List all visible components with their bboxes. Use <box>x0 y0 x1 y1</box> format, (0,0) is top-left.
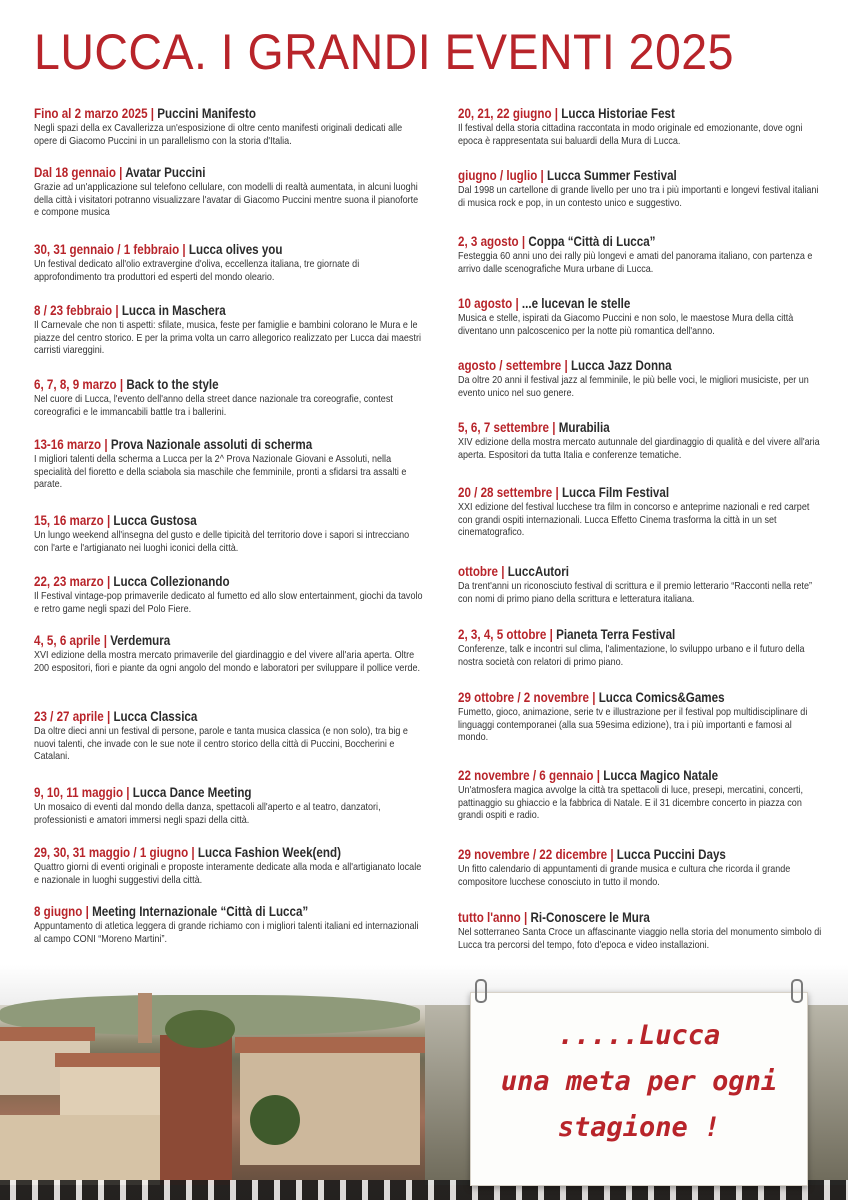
separator: | <box>115 303 119 318</box>
separator: | <box>610 847 614 862</box>
separator: | <box>596 768 600 783</box>
separator: | <box>126 785 130 800</box>
event-date: 20, 21, 22 giugno <box>458 106 552 121</box>
event-item <box>458 296 823 337</box>
event-name: Lucca Historiae Fest <box>561 106 675 121</box>
event-description: Un mosaico di eventi dal mondo della danza, spettacoli all'aperto e al teatro, danzatori, professionisti e amatori immersi negli spazi della città. <box>34 801 381 826</box>
event-date: 8 / 23 febbraio <box>34 303 113 318</box>
separator: | <box>501 564 505 579</box>
guinigi-tower <box>160 1035 232 1185</box>
separator: | <box>552 420 556 435</box>
separator: | <box>540 168 544 183</box>
separator: | <box>564 358 568 373</box>
slogan-sign <box>470 992 808 1186</box>
event-name: Lucca Dance Meeting <box>132 785 252 800</box>
event-item <box>458 168 823 209</box>
event-name: Pianeta Terra Festival <box>556 627 676 642</box>
separator: | <box>555 485 559 500</box>
building <box>0 1115 160 1185</box>
event-name: Back to the style <box>126 377 219 392</box>
event-description: Quattro giorni di eventi originali e proposte interamente dedicate alla moda e all'artigianato locale e nazionale in luoghi suggestivi della città. <box>34 861 422 886</box>
event-item <box>458 234 823 275</box>
separator: | <box>85 904 89 919</box>
event-heading <box>34 242 371 258</box>
slogan-text <box>471 1013 807 1151</box>
event-item <box>458 106 823 147</box>
separator: | <box>191 845 195 860</box>
event-name: Puccini Manifesto <box>157 106 257 121</box>
event-heading <box>34 709 371 725</box>
event-date: 2, 3, 4, 5 ottobre <box>458 627 547 642</box>
event-date: 8 giugno <box>34 904 83 919</box>
event-item <box>34 437 426 491</box>
event-item <box>458 420 823 461</box>
tower-trees <box>165 1010 235 1048</box>
distant-tower <box>138 993 152 1043</box>
event-date: 5, 6, 7 settembre <box>458 420 549 435</box>
event-name: Prova Nazionale assoluti di scherma <box>110 437 313 452</box>
event-item <box>458 627 823 668</box>
event-name: Lucca Magico Natale <box>603 768 719 783</box>
event-description: Conferenze, talk e incontri sul clima, l'alimentazione, lo sviluppo urbano e il futuro della nostra società con relatori di primo piano. <box>458 643 805 668</box>
event-name: Lucca Fashion Week(end) <box>197 845 341 860</box>
event-date: 22 novembre / 6 gennaio <box>458 768 594 783</box>
event-heading <box>458 106 772 122</box>
separator: | <box>104 437 108 452</box>
event-heading <box>458 296 772 312</box>
event-name: Lucca Film Festival <box>561 485 670 500</box>
separator: | <box>515 296 519 311</box>
event-item <box>34 513 426 554</box>
event-name: Lucca Summer Festival <box>547 168 677 183</box>
separator: | <box>106 709 111 724</box>
event-heading <box>458 234 772 250</box>
event-item <box>34 574 426 615</box>
roof <box>0 1027 95 1041</box>
event-date: 15, 16 marzo <box>34 513 104 528</box>
event-description: Dal 1998 un cartellone di grande livello per uno tra i più importanti e longevi festival italiani di musica rock e pop, in un contesto unico e suggestivo. <box>458 184 819 209</box>
event-date: ottobre <box>458 564 498 579</box>
event-date: 22, 23 marzo <box>34 574 104 589</box>
event-item <box>458 690 823 744</box>
event-item <box>34 106 426 147</box>
event-item <box>458 847 823 888</box>
event-description: Festeggia 60 anni uno dei rally più longevi e amati del panorama italiano, con partenza e arrivo dalle scenografiche Mura urbane di Lucca. <box>458 250 813 275</box>
event-name: Lucca olives you <box>188 242 283 257</box>
event-heading <box>34 785 371 801</box>
event-heading <box>458 358 772 374</box>
event-heading <box>34 437 371 453</box>
event-name: Lucca in Maschera <box>121 303 226 318</box>
event-heading <box>34 904 371 920</box>
event-date: 29 novembre / 22 dicembre <box>458 847 608 862</box>
event-heading <box>458 910 772 926</box>
separator: | <box>119 377 124 392</box>
separator: | <box>182 242 186 257</box>
pin-icon <box>475 979 487 1003</box>
roof <box>55 1053 175 1067</box>
event-item <box>458 910 823 951</box>
event-description: Un lungo weekend all'insegna del gusto e delle tipicità del territorio dove i sapori si intrecciano con l'arte e l'artigianato nei luoghi iconici della città. <box>34 529 410 554</box>
event-heading <box>34 303 371 319</box>
event-description: Il Carnevale che non ti aspetti: sfilate, musica, feste per famiglie e bambini colorano le Mura e le piazze del centro storico. E per la prima volta un carro allegorico realizzato per Lucca dai maestri carristi viareggini. <box>34 319 421 357</box>
event-description: Fumetto, gioco, animazione, serie tv e illustrazione per il festival pop multidisciplinare di linguaggi contemporanei (alla sua 59esima edizione), tra i più importanti e famosi al mondo. <box>458 706 808 744</box>
event-name: Lucca Jazz Donna <box>570 358 672 373</box>
event-heading <box>458 485 772 501</box>
event-name: Lucca Comics&Games <box>598 690 725 705</box>
event-heading <box>34 106 371 122</box>
event-item <box>458 358 823 399</box>
event-description: I migliori talenti della scherma a Lucca per la 2^ Prova Nazionale Giovani e Assoluti, nella specialità del fioretto e della sciabola sia maschile che femminile, pronti a sfidarsi tra assalti e parate. <box>34 453 407 491</box>
event-description: Da trent'anni un riconosciuto festival di scrittura e il premio letterario “Racconti nella rete” con nomi di primo piano della scrittura e letteratura italiana. <box>458 580 813 605</box>
event-date: 29 ottobre / 2 novembre <box>458 690 589 705</box>
event-description: Nel sotterraneo Santa Croce un affascinante viaggio nella storia del monumento simbolo di Lucca tra percorsi del tempo, foto d'epoca e video installazioni. <box>458 926 822 951</box>
slogan-line-2: una meta per ogni <box>500 1066 778 1097</box>
event-name: Lucca Classica <box>113 709 198 724</box>
event-heading <box>34 633 371 649</box>
event-date: 4, 5, 6 aprile <box>34 633 101 648</box>
separator: | <box>119 165 123 180</box>
event-name: LuccAutori <box>507 564 570 579</box>
event-description: Un festival dedicato all'olio extravergine d'oliva, eccellenza italiana, tre giornate di approfondimento tra produttori ed esperti del mondo oleario. <box>34 258 360 283</box>
separator: | <box>103 633 107 648</box>
event-item <box>34 709 426 763</box>
event-item <box>34 377 426 418</box>
event-item <box>34 242 426 283</box>
separator: | <box>521 234 526 249</box>
separator: | <box>150 106 155 121</box>
page-title: LUCCA. I GRANDI EVENTI 2025 <box>34 24 734 80</box>
separator: | <box>592 690 596 705</box>
event-item <box>34 785 426 826</box>
event-heading <box>458 768 772 784</box>
event-description: Appuntamento di atletica leggera di grande richiamo con i migliori talenti italiani ed internazionali al campo CONI “Moreno Martini”. <box>34 920 419 945</box>
event-date: 29, 30, 31 maggio / 1 giugno <box>34 845 189 860</box>
event-description: Da oltre dieci anni un festival di persone, parole e tanta musica classica (e non solo), tra big e nuovi talenti, che invade con le sue note il centro storico della città di Puccini, Boccherini e Catalani. <box>34 725 408 763</box>
event-description: Da oltre 20 anni il festival jazz al femminile, le più belle voci, le migliori musiciste, per un evento unico nel suo genere. <box>458 374 809 399</box>
event-item <box>458 485 823 539</box>
roof <box>235 1037 425 1053</box>
event-heading <box>458 420 772 436</box>
event-description: Un fitto calendario di appuntamenti di grande musica e cultura che ricorda il grande compositore lucchese conosciuto in tutto il mondo. <box>458 863 791 888</box>
event-item <box>34 303 426 357</box>
event-heading <box>34 165 371 181</box>
event-name: Meeting Internazionale “Città di Lucca” <box>92 904 309 919</box>
event-name: Murabilia <box>558 420 610 435</box>
event-item <box>458 768 823 822</box>
event-heading <box>34 845 371 861</box>
event-description: Nel cuore di Lucca, l'evento dell'anno della street dance nazionale tra coreografie, contest coreografici e le immancabili battle tra i ballerini. <box>34 393 393 418</box>
separator: | <box>106 513 111 528</box>
event-item <box>34 845 426 886</box>
event-date: 6, 7, 8, 9 marzo <box>34 377 117 392</box>
event-heading <box>458 564 772 580</box>
separator: | <box>554 106 559 121</box>
event-name: Coppa “Città di Lucca” <box>528 234 656 249</box>
event-description: XVI edizione della mostra mercato primaverile del giardinaggio e del vivere all'aria aperta. Oltre 200 espositori, fiori e piante da ogni angolo del mondo e laboratori per sviluppare il pollice verde. <box>34 649 421 674</box>
event-date: Fino al 2 marzo 2025 <box>34 106 148 121</box>
event-date: 10 agosto <box>458 296 513 311</box>
event-description: Il Festival vintage-pop primaverile dedicato al fumetto ed allo slow entertainment, giochi da tavolo e retro game negli spazi del Polo Fiere. <box>34 590 423 615</box>
event-description: Grazie ad un'applicazione sul telefono cellulare, con modelli di realtà aumentata, in alcuni luoghi della città i visitatori potranno visualizzare l'avatar di Giacomo Puccini mentre suona il pianoforte e compone musica <box>34 181 419 219</box>
event-description: Musica e stelle, ispirati da Giacomo Puccini e non solo, le maestose Mura della città diventano unn palcoscenico per la notte più romantica dell'anno. <box>458 312 794 337</box>
event-date: 2, 3 agosto <box>458 234 519 249</box>
event-item <box>458 564 823 605</box>
event-date: 20 / 28 settembre <box>458 485 553 500</box>
tree <box>250 1095 300 1145</box>
pin-icon <box>791 979 803 1003</box>
separator: | <box>523 910 528 925</box>
event-date: tutto l'anno <box>458 910 521 925</box>
event-item <box>34 165 426 219</box>
event-name: Verdemura <box>110 633 171 648</box>
event-date: agosto / settembre <box>458 358 562 373</box>
event-heading <box>34 574 371 590</box>
event-date: 30, 31 gennaio / 1 febbraio <box>34 242 180 257</box>
event-name: Avatar Puccini <box>125 165 206 180</box>
event-name: Lucca Puccini Days <box>616 847 726 862</box>
event-name: Ri-Conoscere le Mura <box>530 910 650 925</box>
slogan-line-1: .....Lucca <box>557 1020 721 1051</box>
event-heading <box>458 847 772 863</box>
event-heading <box>458 627 772 643</box>
event-date: 23 / 27 aprile <box>34 709 104 724</box>
event-description: XXI edizione del festival lucchese tra film in concorso e anteprime nazionali e red carpet con grandi ospiti internazionali. Lucca Effetto Cinema trasforma la città in un set cinematografico. <box>458 501 810 539</box>
slogan-line-3: stagione ! <box>557 1112 721 1143</box>
event-name: Lucca Gustosa <box>113 513 197 528</box>
event-heading <box>458 690 772 706</box>
event-description: XIV edizione della mostra mercato autunnale del giardinaggio di qualità e del vivere all'aria aperta. Espositori da tutta Italia e conferenze tematiche. <box>458 436 820 461</box>
event-item <box>34 904 426 945</box>
event-date: 13-16 marzo <box>34 437 102 452</box>
event-heading <box>34 377 371 393</box>
event-name: Lucca Collezionando <box>113 574 230 589</box>
event-heading <box>458 168 772 184</box>
separator: | <box>106 574 111 589</box>
event-description: Negli spazi della ex Cavallerizza un'esposizione di oltre cento manifesti originali dedicati alle opere di Giacomo Puccini in un parallelismo con la storia d'Italia. <box>34 122 403 147</box>
event-date: 9, 10, 11 maggio <box>34 785 124 800</box>
event-description: Il festival della storia cittadina raccontata in modo originale ed emozionante, dove ogni epoca è rappresentata sui baluardi della Mura di Lucca. <box>458 122 803 147</box>
event-date: Dal 18 gennaio <box>34 165 116 180</box>
event-date: giugno / luglio <box>458 168 538 183</box>
event-heading <box>34 513 371 529</box>
event-name: ...e lucevan le stelle <box>521 296 631 311</box>
separator: | <box>549 627 553 642</box>
event-item <box>34 633 426 674</box>
event-description: Un'atmosfera magica avvolge la città tra spettacoli di luce, presepi, mercatini, concerti, pattinaggio su ghiaccio e la fabbrica di Natale. E il 31 dicembre concerto in piazza con grandi ospiti e radio. <box>458 784 804 822</box>
